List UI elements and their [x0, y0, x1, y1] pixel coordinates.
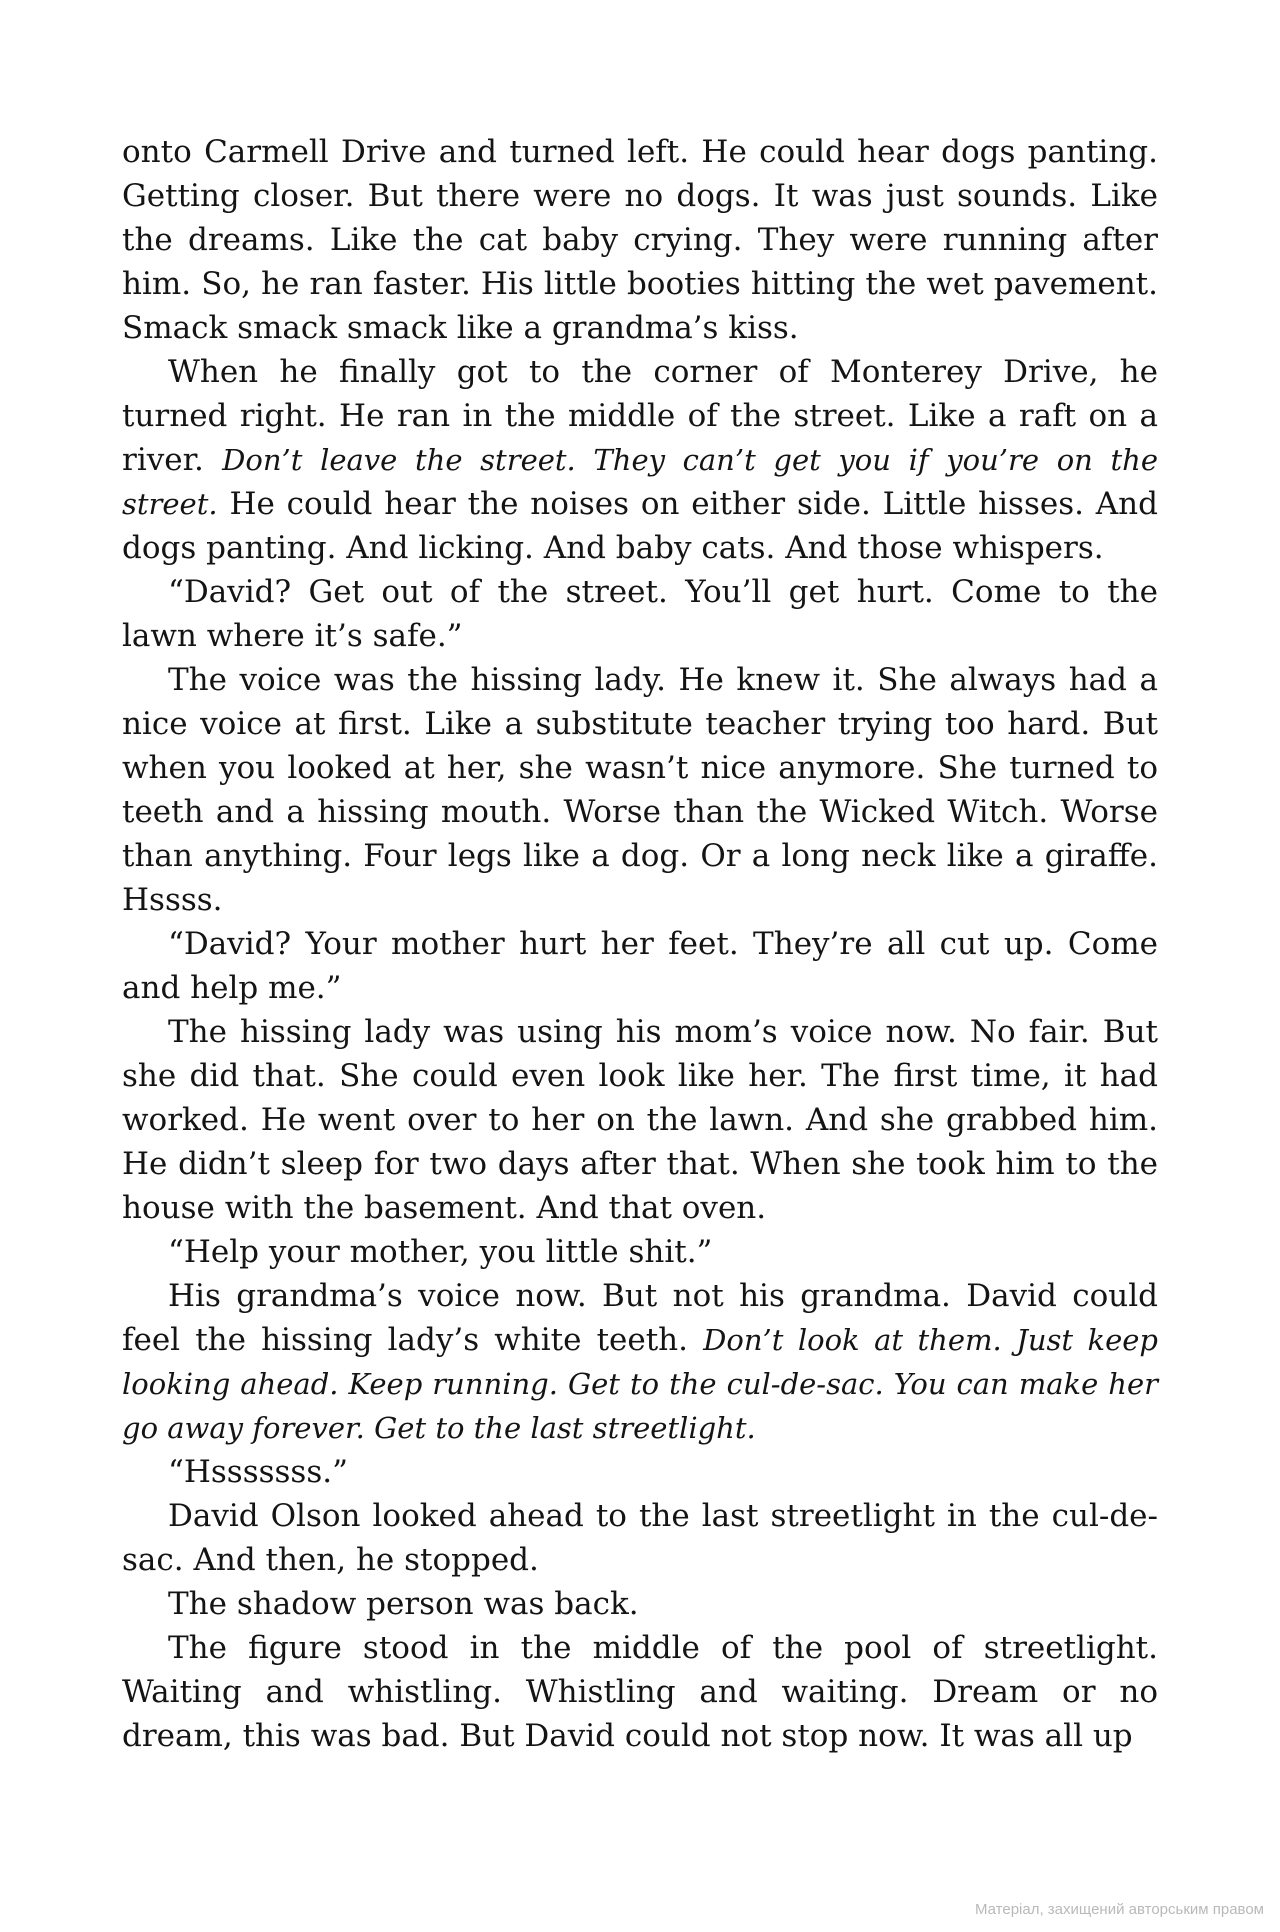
- paragraph-text: The shadow person was back.: [168, 1586, 639, 1622]
- paragraph: [122, 1626, 1158, 1758]
- paragraph: [122, 1582, 1158, 1626]
- italic-thought-text: Don’t look at them. Just keep looking ahead. Keep running. Get to the cul-de-sac. You can make her go away forever. Get to the last streetlight.: [122, 1323, 1158, 1445]
- paragraph: [122, 1010, 1158, 1230]
- paragraph: [122, 922, 1158, 1010]
- paragraph-text: When he finally got to the corner of Monterey Drive, he turned right. He ran in the middle of the street. Like a raft on a river.: [122, 354, 1158, 478]
- paragraph: [122, 570, 1158, 658]
- paragraph: [122, 1450, 1158, 1494]
- book-page-text: [122, 130, 1158, 1758]
- paragraph: [122, 130, 1158, 350]
- paragraph-text: The hissing lady was using his mom’s voice now. No fair. But she did that. She could even look like her. The first time, it had worked. He went over to her on the lawn. And she grabbed him. He didn’t sleep for two days after that. When she took him to the house with the basement. And that oven.: [122, 1014, 1158, 1226]
- paragraph-text: “Help your mother, you little shit.”: [168, 1234, 713, 1270]
- paragraph: [122, 1494, 1158, 1582]
- paragraph-text: “David? Get out of the street. You’ll get hurt. Come to the lawn where it’s safe.”: [122, 574, 1158, 654]
- paragraph: [122, 350, 1158, 570]
- paragraph-text: The figure stood in the middle of the pool of streetlight. Waiting and whistling. Whistling and waiting. Dream or no dream, this was bad. But David could not stop now. It was all up: [122, 1630, 1158, 1754]
- paragraph-text: His grandma’s voice now. But not his grandma. David could feel the hissing lady’s white teeth.: [122, 1278, 1158, 1358]
- italic-thought-text: Don’t leave the street. They can’t get you if you’re on the street.: [122, 443, 1158, 521]
- copyright-watermark: Матеріал, захищений авторським правом: [974, 1901, 1264, 1918]
- paragraph-text: onto Carmell Drive and turned left. He could hear dogs panting. Getting closer. But there were no dogs. It was just sounds. Like the dreams. Like the cat baby crying. They were running after him. So, he ran faster. His little booties hitting the wet pavement. Smack smack smack like a grandma’s kiss.: [122, 134, 1158, 346]
- paragraph: [122, 658, 1158, 922]
- paragraph: [122, 1230, 1158, 1274]
- paragraph-text: David Olson looked ahead to the last streetlight in the cul-de-sac. And then, he stopped.: [122, 1498, 1158, 1578]
- paragraph-text: He could hear the noises on either side. Little hisses. And dogs panting. And licking. And baby cats. And those whispers.: [122, 486, 1158, 566]
- paragraph-text: “David? Your mother hurt her feet. They’re all cut up. Come and help me.”: [122, 926, 1158, 1006]
- paragraph: [122, 1274, 1158, 1450]
- paragraph-text: The voice was the hissing lady. He knew it. She always had a nice voice at first. Like a substitute teacher trying too hard. But when you looked at her, she wasn’t nice anymore. She turned to teeth and a hissing mouth. Worse than the Wicked Witch. Worse than anything. Four legs like a dog. Or a long neck like a giraffe. Hssss.: [122, 662, 1158, 918]
- paragraph-text: “Hsssssss.”: [168, 1454, 348, 1490]
